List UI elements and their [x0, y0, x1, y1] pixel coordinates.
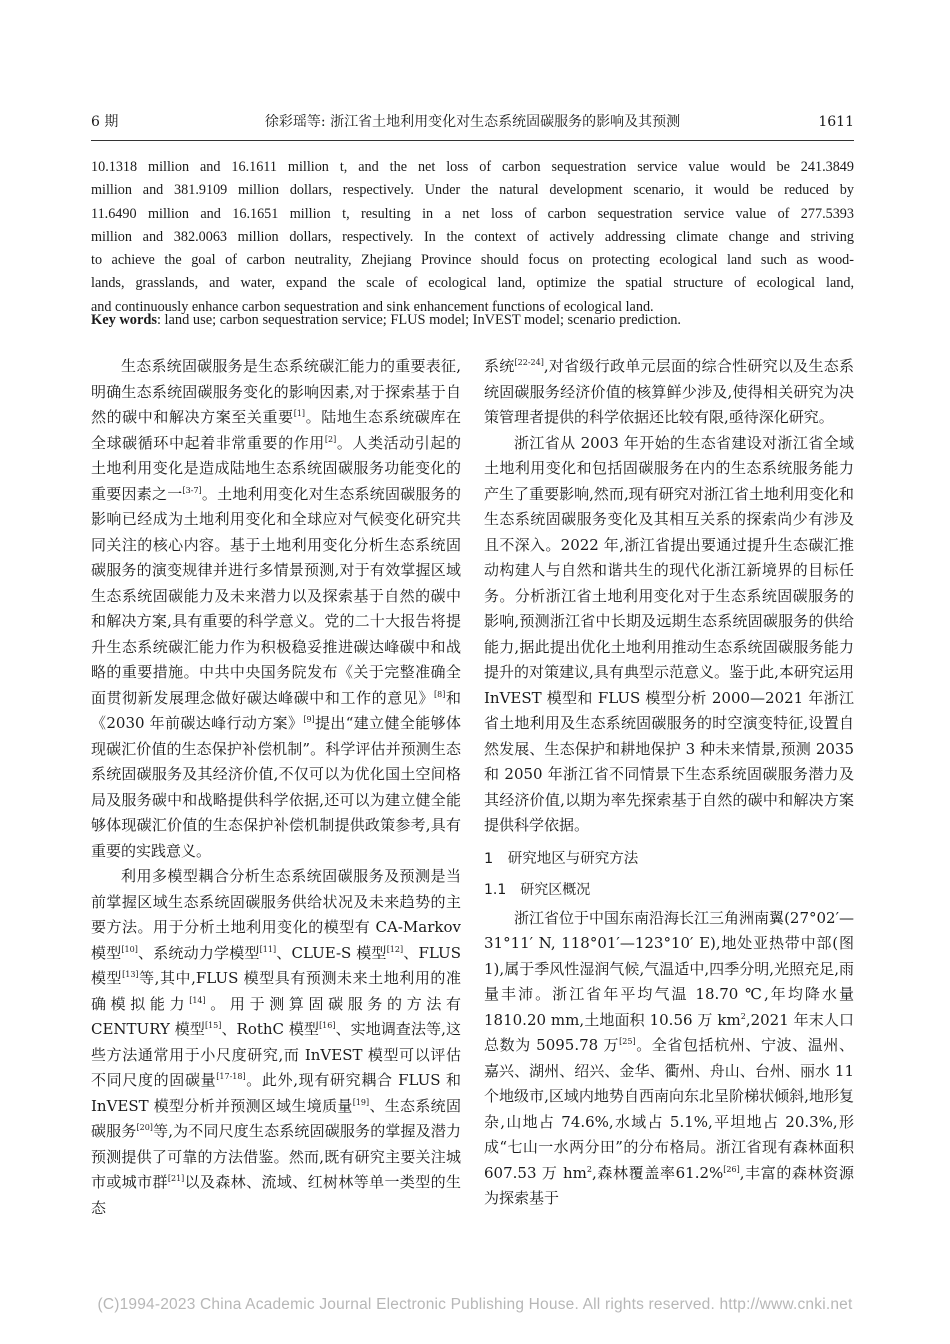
abstract-line: million and 381.9109 million dollars, respectively. Under the natural development scenario, it would be reduced by	[91, 182, 854, 199]
paragraph	[484, 354, 854, 431]
paragraph: 浙江省从 2003 年开始的生态省建设对浙江省全域土地利用变化和包括固碳服务在内的生态系统服务能力产生了重要影响,然而,现有研究对浙江省土地利用变化和生态系统固碳服务变化及其相互关系的探索尚少有涉及且不深入。2022 年,浙江省提出要通过提升生态碳汇推动构建人与自然和谐共生的现代化浙江新境界的目标任务。分析浙江省土地利用变化对于生态系统固碳服务的影响,预测浙江省中长期及远期生态系统固碳服务的供给能力,据此提出优化土地利用推动生态系统固碳服务能力提升的对策建议,具有典型示范意义。鉴于此,本研究运用 InVEST 模型和 FLUS 模型分析 2000—2021 年浙江省土地利用及生态系统固碳服务的时空演变特征,设置自然发展、生态保护和耕地保护 3 种未来情景,预测 2035 和 2050 年浙江省不同情景下生态系统固碳服务潜力及其经济价值,以期为率先探索基于自然的碳中和解决方案提供科学依据。	[484, 433, 854, 834]
abstract-line: to achieve the goal of carbon neutrality, Zhejiang Province should focus on protecting ecological land such as wood-	[91, 252, 854, 269]
citation: [13]	[122, 970, 139, 979]
abstract-line: 10.1318 million and 16.1611 million t, and the net loss of carbon sequestration service value would be 241.3849	[91, 159, 854, 175]
abstract-line: lands, grasslands, and water, expand the scale of ecological land, optimize the spatial structure of ecological land,	[91, 275, 854, 292]
header-rule	[91, 140, 854, 141]
paragraph	[91, 354, 461, 864]
abstract-line: 11.6490 million and 16.1651 million t, resulting in a net loss of carbon sequestration service value of 277.5393	[91, 205, 854, 222]
citation: [19]	[352, 1097, 370, 1107]
text-run: 、生态系统固碳服务	[91, 1096, 461, 1140]
keywords-text: : land use; carbon sequestration service; FLUS model; InVEST model; scenario prediction.	[156, 312, 682, 328]
abstract-line: and continuously enhance carbon sequestration and sink enhancement functions of ecological land.	[91, 298, 654, 315]
right-column	[484, 354, 854, 1212]
text-run: 、CLUE-S 模型	[276, 943, 387, 962]
citation: [25]	[619, 1037, 636, 1046]
text-run: 、FLUS 模型	[91, 943, 461, 987]
keywords	[91, 309, 854, 332]
english-abstract	[91, 156, 854, 319]
abstract-line: million and 382.0063 million dollars, respectively. In the context of actively addressing climate change and striving	[91, 228, 854, 245]
subsection-heading: 1.1 研究区概况	[484, 882, 591, 898]
citation: [26]	[723, 1164, 740, 1174]
citation: [3-7]	[182, 485, 202, 495]
keywords-label: Key words	[91, 312, 157, 328]
text-run: 生态系统固碳服务是生态系统碳汇能力的重要表征,明确生态系统固碳服务变化的影响因素,对于探索基于自然的碳中和解决方案至关重要	[91, 357, 461, 426]
text-run: 提出“建立健全能够体现碳汇价值的生态保护补偿机制”。科学评估并预测生态系统固碳服务及其经济价值,不仅可以为优化国土空间格局及服务碳中和战略提供科学依据,还可以为建立健全能够体现碳汇价值的生态保护补偿机制提供政策参考,具有重要的实践意义。	[91, 714, 461, 860]
page-number: 1611	[818, 114, 854, 130]
text-run: 利用多模型耦合分析生态系统固碳服务及预测是当前掌握区域生态系统固碳服务供给状况及未来趋势的主要方法。用于分析土地利用变化的模型有 CA-Markov 模型	[91, 867, 461, 962]
text-run: 。人类活动引起的土地利用变化是造成陆地生态系统固碳服务功能变化的重要因素之一	[91, 433, 461, 503]
text-run: 。用于测算固碳服务的方法有 CENTURY 模型	[91, 994, 461, 1038]
citation: [14]	[189, 995, 206, 1005]
citation: [11]	[259, 944, 277, 954]
citation: [8]	[434, 689, 446, 699]
text-run: 以及森林、流域、红树林等单一类型的生态	[91, 1173, 461, 1217]
text-run: ,森林覆盖率61.2%	[591, 1163, 724, 1182]
citation: [1]	[293, 409, 306, 418]
citation: [22-24]	[514, 358, 544, 367]
citation: [16]	[319, 1021, 336, 1030]
citation: [15]	[204, 1021, 222, 1030]
issue-number: 6 期	[91, 114, 119, 130]
text-run: 和《2030 年前碳达峰行动方案》	[91, 688, 461, 732]
text-run: 、系统动力学模型	[137, 943, 260, 962]
text-run: 等,为不同尺度生态系统固碳服务的掌握及潜力预测提供了可靠的方法借鉴。然而,既有研究主要关注城市或城市群	[91, 1122, 461, 1191]
text-run: ,对省级行政单元层面的综合性研究以及生态系统固碳服务经济价值的核算鲜少涉及,使得相关研究为决策管理者提供的科学依据还比较有限,亟待深化研究。	[484, 357, 854, 426]
copyright-footer: (C)1994-2023 China Academic Journal Electronic Publishing House. All rights reserved. http://www.cnki.net	[97, 1296, 853, 1313]
text-run: 等,其中,FLUS 模型具有预测未来土地利用的准确模拟能力	[91, 969, 461, 1013]
citation: [9]	[303, 715, 315, 724]
text-run: 、实地调查法等,这些方法通常用于小尺度研究,而 InVEST 模型可以评估不同尺度的固碳量	[91, 1020, 461, 1089]
citation: [17-18]	[216, 1072, 246, 1081]
superscript: 2	[586, 1164, 592, 1174]
text-run: 。全省包括杭州、宁波、温州、嘉兴、湖州、绍兴、金华、衢州、舟山、台州、丽水 11 个地级市,区域内地势自西南向东北呈阶梯状倾斜,地形复杂,山地占 74.6%,水域占 5.1%,平坦地占 20.3%,形成“七山一水两分田”的分布格局。浙江省现有森林面积 607.53 万 hm	[484, 1036, 854, 1182]
text-run: 。陆地生态系统碳库在全球碳循环中起着非常重要的作用	[91, 408, 461, 452]
text-run: 、RothC 模型	[221, 1020, 320, 1038]
paragraph	[91, 864, 461, 1221]
text-run: 系统	[484, 357, 515, 375]
paragraph	[484, 906, 854, 1212]
citation: [12]	[386, 944, 404, 954]
text-run: ,丰富的森林资源为探索基于	[484, 1163, 854, 1207]
running-header	[91, 111, 854, 133]
text-run: 浙江省位于中国东南沿海长江三角洲南翼(27°02′—31°11′ N, 118°01′—123°10′ E),地处亚热带中部(图 1),属于季风性湿润气候,气温适中,四季分明,光照充足,雨量丰沛。浙江省年平均气温 18.70 ℃,年均降水量 1810.20 mm,土地面积 10.56 万 km	[484, 908, 854, 1029]
citation: [10]	[121, 944, 138, 954]
citation: [2]	[324, 434, 337, 444]
text-run: ,2021 年末人口总数为 5095.78 万	[484, 1010, 854, 1054]
citation: [21]	[167, 1174, 185, 1183]
left-column	[91, 354, 461, 1221]
section-heading: 1 研究地区与研究方法	[484, 850, 639, 867]
superscript: 2	[740, 1011, 746, 1021]
text-run: 。此外,现有研究耦合 FLUS 和 InVEST 模型分析并预测区域生境质量	[91, 1071, 461, 1115]
running-title: 徐彩瑶等: 浙江省土地利用变化对生态系统固碳服务的影响及其预测	[264, 114, 681, 130]
text-run: 。土地利用变化对生态系统固碳服务的影响已经成为土地利用变化和全球应对气候变化研究共同关注的核心内容。基于土地利用变化分析生态系统固碳服务的演变规律并进行多情景预测,对于有效掌握区域生态系统固碳能力及未来潜力以及探索基于自然的碳中和解决方案,具有重要的科学意义。党的二十大报告将提升生态系统碳汇能力作为积极稳妥推进碳达峰碳中和战略的重要措施。中共中央国务院发布《关于完整准确全面贯彻新发展理念做好碳达峰碳中和工作的意见》	[91, 484, 461, 707]
citation: [20]	[136, 1123, 153, 1132]
